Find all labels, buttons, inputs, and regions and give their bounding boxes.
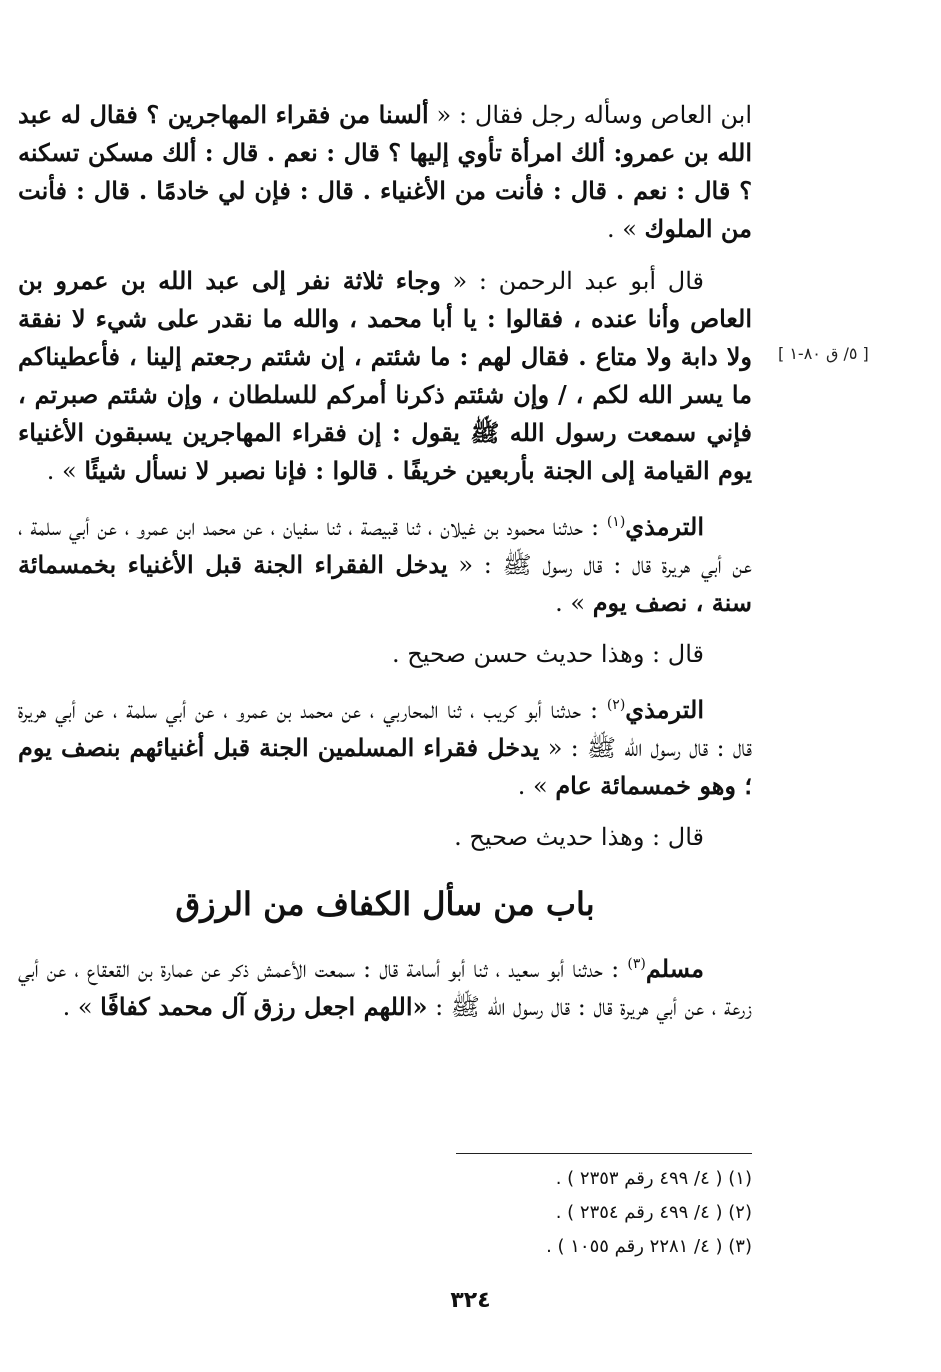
paragraph-3 [18,504,752,622]
paragraph-5-isnad: : حدثنا أبو كريب ، ثنا المحاربي ، عن محمد بن عمرو ، عن أبي سلمة ، عن أبي هريرة قال : قال رسول الله ﷺ : « [18,696,753,762]
source-name: الترمذي [625,695,704,724]
paragraph-3-hadith: يدخل الفقراء الجنة قبل الأغنياء بخمسمائة سنة ، نصف يوم [18,550,752,617]
paragraph-5 [18,687,752,805]
paragraph-7-end: » . [62,993,101,1021]
source-muslim [627,954,704,983]
paragraph-4-grading: قال : وهذا حديث حسن صحيح . [391,640,704,668]
footnote-1: (١) ( ٤/ ٤٩٩ رقم ٢٣٥٣ ) . [555,1168,752,1189]
footnote-divider [456,1153,752,1154]
source-tirmidhi-1 [607,512,704,541]
footnote-2: (٢) ( ٤/ ٤٩٩ رقم ٢٣٥٤ ) . [555,1202,752,1223]
paragraph-2-hadith: وجاء ثلاثة نفر إلى عبد الله بن عمرو بن العاص وأنا عنده ، فقالوا : يا أبا محمد ، والله ما نقدر على شيء لا نفقة ولا دابة ولا متاع . فقال لهم : ما شئتم ، إن شئتم رجعتم إلينا ، فأعطيناكم ما يسر الله لكم ، / وإن شئتم ذكرنا أمركم للسلطان ، وإن شئتم صبرتم ، فإني سمعت رسول الله ﷺ يقول : إن فقراء المهاجرين يسبقون الأغنياء يوم القيامة إلى الجنة بأربعين خريفًا . قالوا : فإنا نصبر لا نسأل شيئًا [18,266,752,485]
source-name: مسلم [645,954,704,983]
page-number: ٣٢٤ [450,1288,491,1313]
footnotes [420,1162,752,1264]
paragraph-7-hadith: «اللهم اجعل رزق آل محمد كفافًا [100,992,428,1021]
paragraph-2-intro: قال أبو عبد الرحمن : « [440,267,705,295]
paragraph-1-hadith: ألسنا من فقراء المهاجرين ؟ فقال له عبد الله بن عمرو: ألك امرأة تأوي إليها ؟ قال : نعم . قال : ألك مسكن تسكنه ؟ قال : نعم . قال : فأنت من الأغنياء . قال : فإن لي خادمًا . قال : فأنت من الملوك [18,100,752,243]
paragraph-5-end: » . [517,772,556,800]
paragraph-1-intro: ابن العاص وسأله رجل فقال : « [428,101,752,129]
paragraph-7 [18,946,752,1026]
paragraph-7-isnad: : حدثنا أبو سعيد ، ثنا أبو أسامة قال : سمعت الأعمش ذكر عن عمارة بن القعقاع ، عن أبي زرعة ، عن أبي هريرة قال : قال رسول الله ﷺ : [18,955,752,1021]
page-body [18,96,752,1040]
paragraph-5-hadith: يدخل فقراء المسلمين الجنة قبل أغنيائهم بنصف يوم ؛ وهو خمسمائة عام [18,733,752,800]
footnote-3: (٣) ( ٤/ ٢٢٨١ رقم ١٠٥٥ ) . [546,1236,752,1257]
source-name: الترمذي [625,512,704,541]
source-tirmidhi-2 [607,695,704,724]
paragraph-2 [18,262,752,490]
paragraph-6-grading: قال : وهذا حديث صحيح . [454,823,704,851]
manuscript-folio-note: [ ٥/ ق ٨٠-١ ] [778,344,869,363]
paragraph-2-end: » . [46,457,85,485]
footnote-ref-1: (١) [606,514,626,530]
footnote-ref-3: (٣) [627,956,646,972]
paragraph-1 [18,96,752,248]
paragraph-3-isnad: : حدثنا محمود بن غيلان ، ثنا قبيصة ، ثنا سفيان ، عن محمد ابن عمرو ، عن أبي سلمة ، عن أبي هريرة قال : قال رسول ﷺ : « [18,513,752,579]
footnote-ref-2: (٢) [606,697,626,713]
paragraph-1-end: » . [606,215,645,243]
paragraph-3-end: » . [555,589,593,617]
chapter-heading: باب من سأل الكفاف من الرزق [175,885,595,923]
